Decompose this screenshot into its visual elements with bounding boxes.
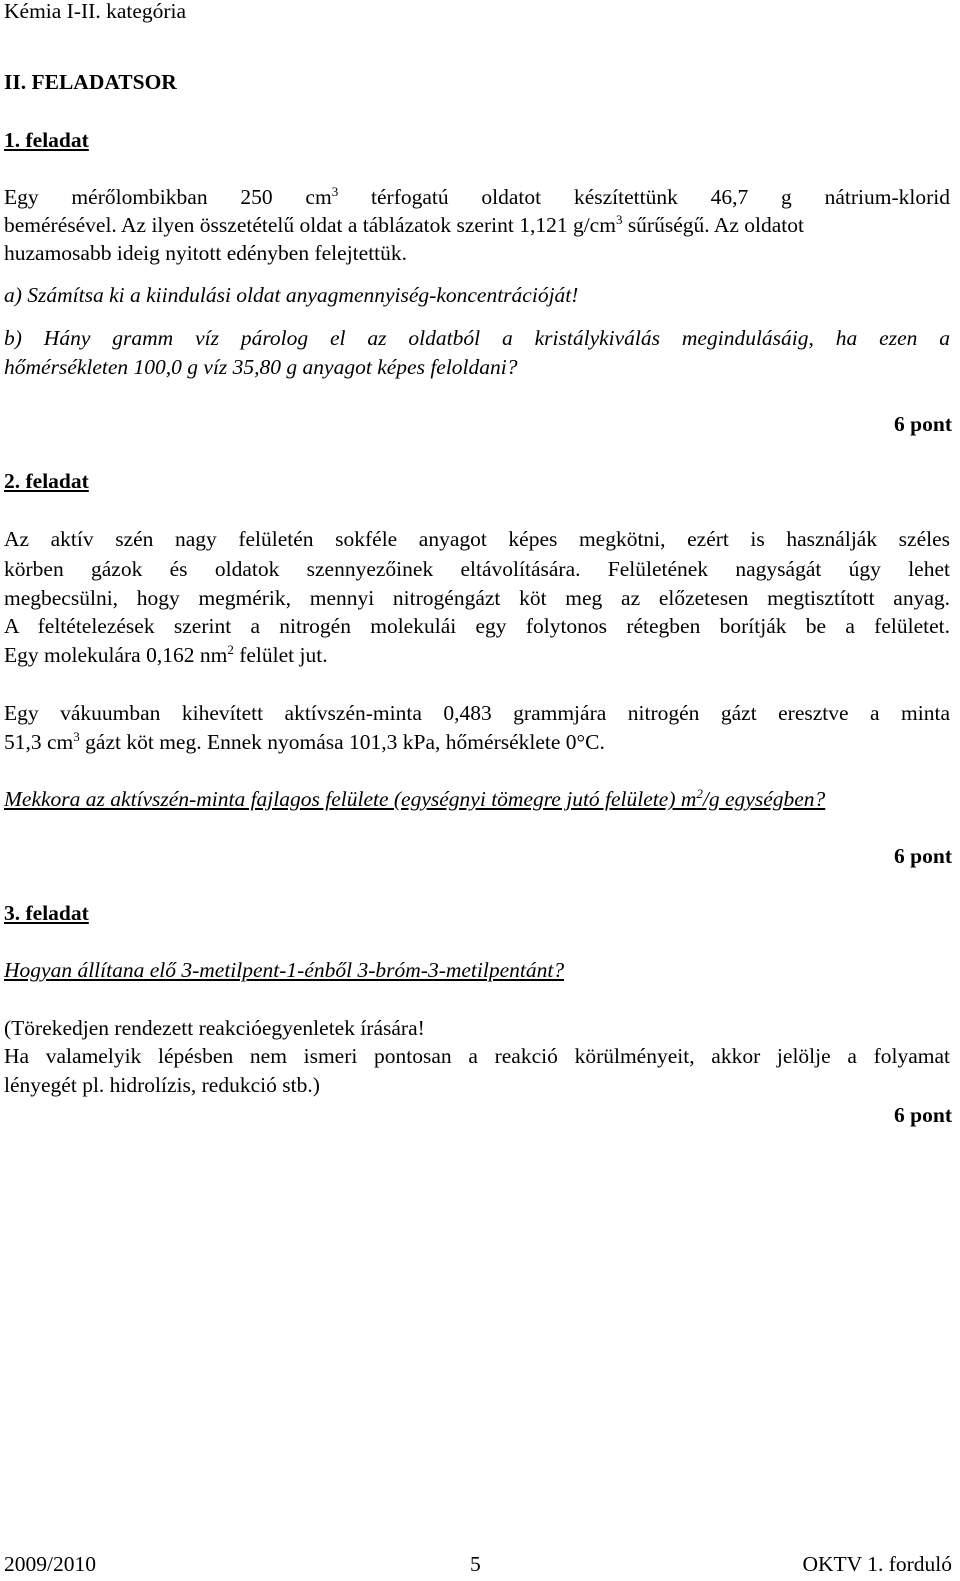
task1-text-line2: bemérésével. Az ilyen összetételű oldat a táblázatok szerint 1,121 $g/cm^3$ sűrűségű. Az oldatot (4, 212, 804, 237)
task2-points: 6 pont (894, 844, 952, 868)
footer-year: 2009/2010 (4, 1552, 96, 1576)
task2-text-line1: Az aktív szén nagy felületén sokféle anyagot képes megkötni, ezért is használják széles (4, 527, 950, 551)
footer-contest-name: OKTV 1. forduló (802, 1552, 952, 1576)
task2-text2-line1: Egy vákuumban kihevített aktívszén-minta 0,483 grammjára nitrogén gázt eresztve a minta (4, 701, 950, 725)
task3-question: Hogyan állítana elő 3-metilpent-1-énből 3-bróm-3-metilpentánt? (4, 958, 565, 982)
task3-title: 3. feladat (4, 901, 89, 925)
task1-title: 1. feladat (4, 128, 89, 152)
task2-text2-line2: 51,3 $cm^3$ gázt köt meg. Ennek nyomása 101,3 kPa, hőmérséklete 0°C. (4, 729, 605, 754)
footer-page-number: 5 (470, 1552, 481, 1576)
task2-text-line2: körben gázok és oldatok szennyezőinek eltávolítására. Felületének nagyságát úgy lehet (4, 557, 950, 581)
task1-question-b-line1: b) Hány gramm víz párolog el az oldatból a kristálykiválás megindulásáig, ha ezen a (4, 326, 950, 350)
task1-question-a: a) Számítsa ki a kiindulási oldat anyagmennyiség-koncentrációját! (4, 283, 579, 307)
task3-note-line1: (Törekedjen rendezett reakcióegyenletek írására! (4, 1016, 425, 1040)
page-header-title: Kémia I-II. kategória (4, 0, 187, 23)
task2-title: 2. feladat (4, 469, 89, 493)
task3-points: 6 pont (894, 1103, 952, 1127)
task2-text-line4: A feltételezések szerint a nitrogén molekulái egy folytonos rétegben borítják be a felületet. (4, 614, 950, 638)
task1-points: 6 pont (894, 412, 952, 436)
task2-question: Mekkora az aktívszén-minta fajlagos felülete (egységnyi tömegre jutó felülete) $m^2/g$ egységben? (4, 786, 826, 811)
task1-text-line3: huzamosabb ideig nyitott edényben felejtettük. (4, 241, 408, 265)
task3-note-line2: Ha valamelyik lépésben nem ismeri pontosan a reakció körülményeit, akkor jelölje a folyamat (4, 1044, 950, 1068)
task3-note-line3: lényegét pl. hidrolízis, redukció stb.) (4, 1073, 320, 1097)
section-title: II. FELADATSOR (4, 70, 177, 94)
task1-question-b-line2: hőmérsékleten 100,0 g víz 35,80 g anyagot képes feloldani? (4, 355, 518, 379)
task2-text-line5: Egy molekulára 0,162 $nm^2$ felület jut. (4, 642, 328, 667)
task1-text-line1: Egy mérőlombikban 250 $cm^3$ térfogatú oldatot készítettünk 46,7 g nátrium-klorid (4, 184, 951, 209)
task2-text-line3: megbecsülni, hogy megmérik, mennyi nitrogéngázt köt meg az előzetesen megtisztított anyag. (4, 586, 950, 610)
